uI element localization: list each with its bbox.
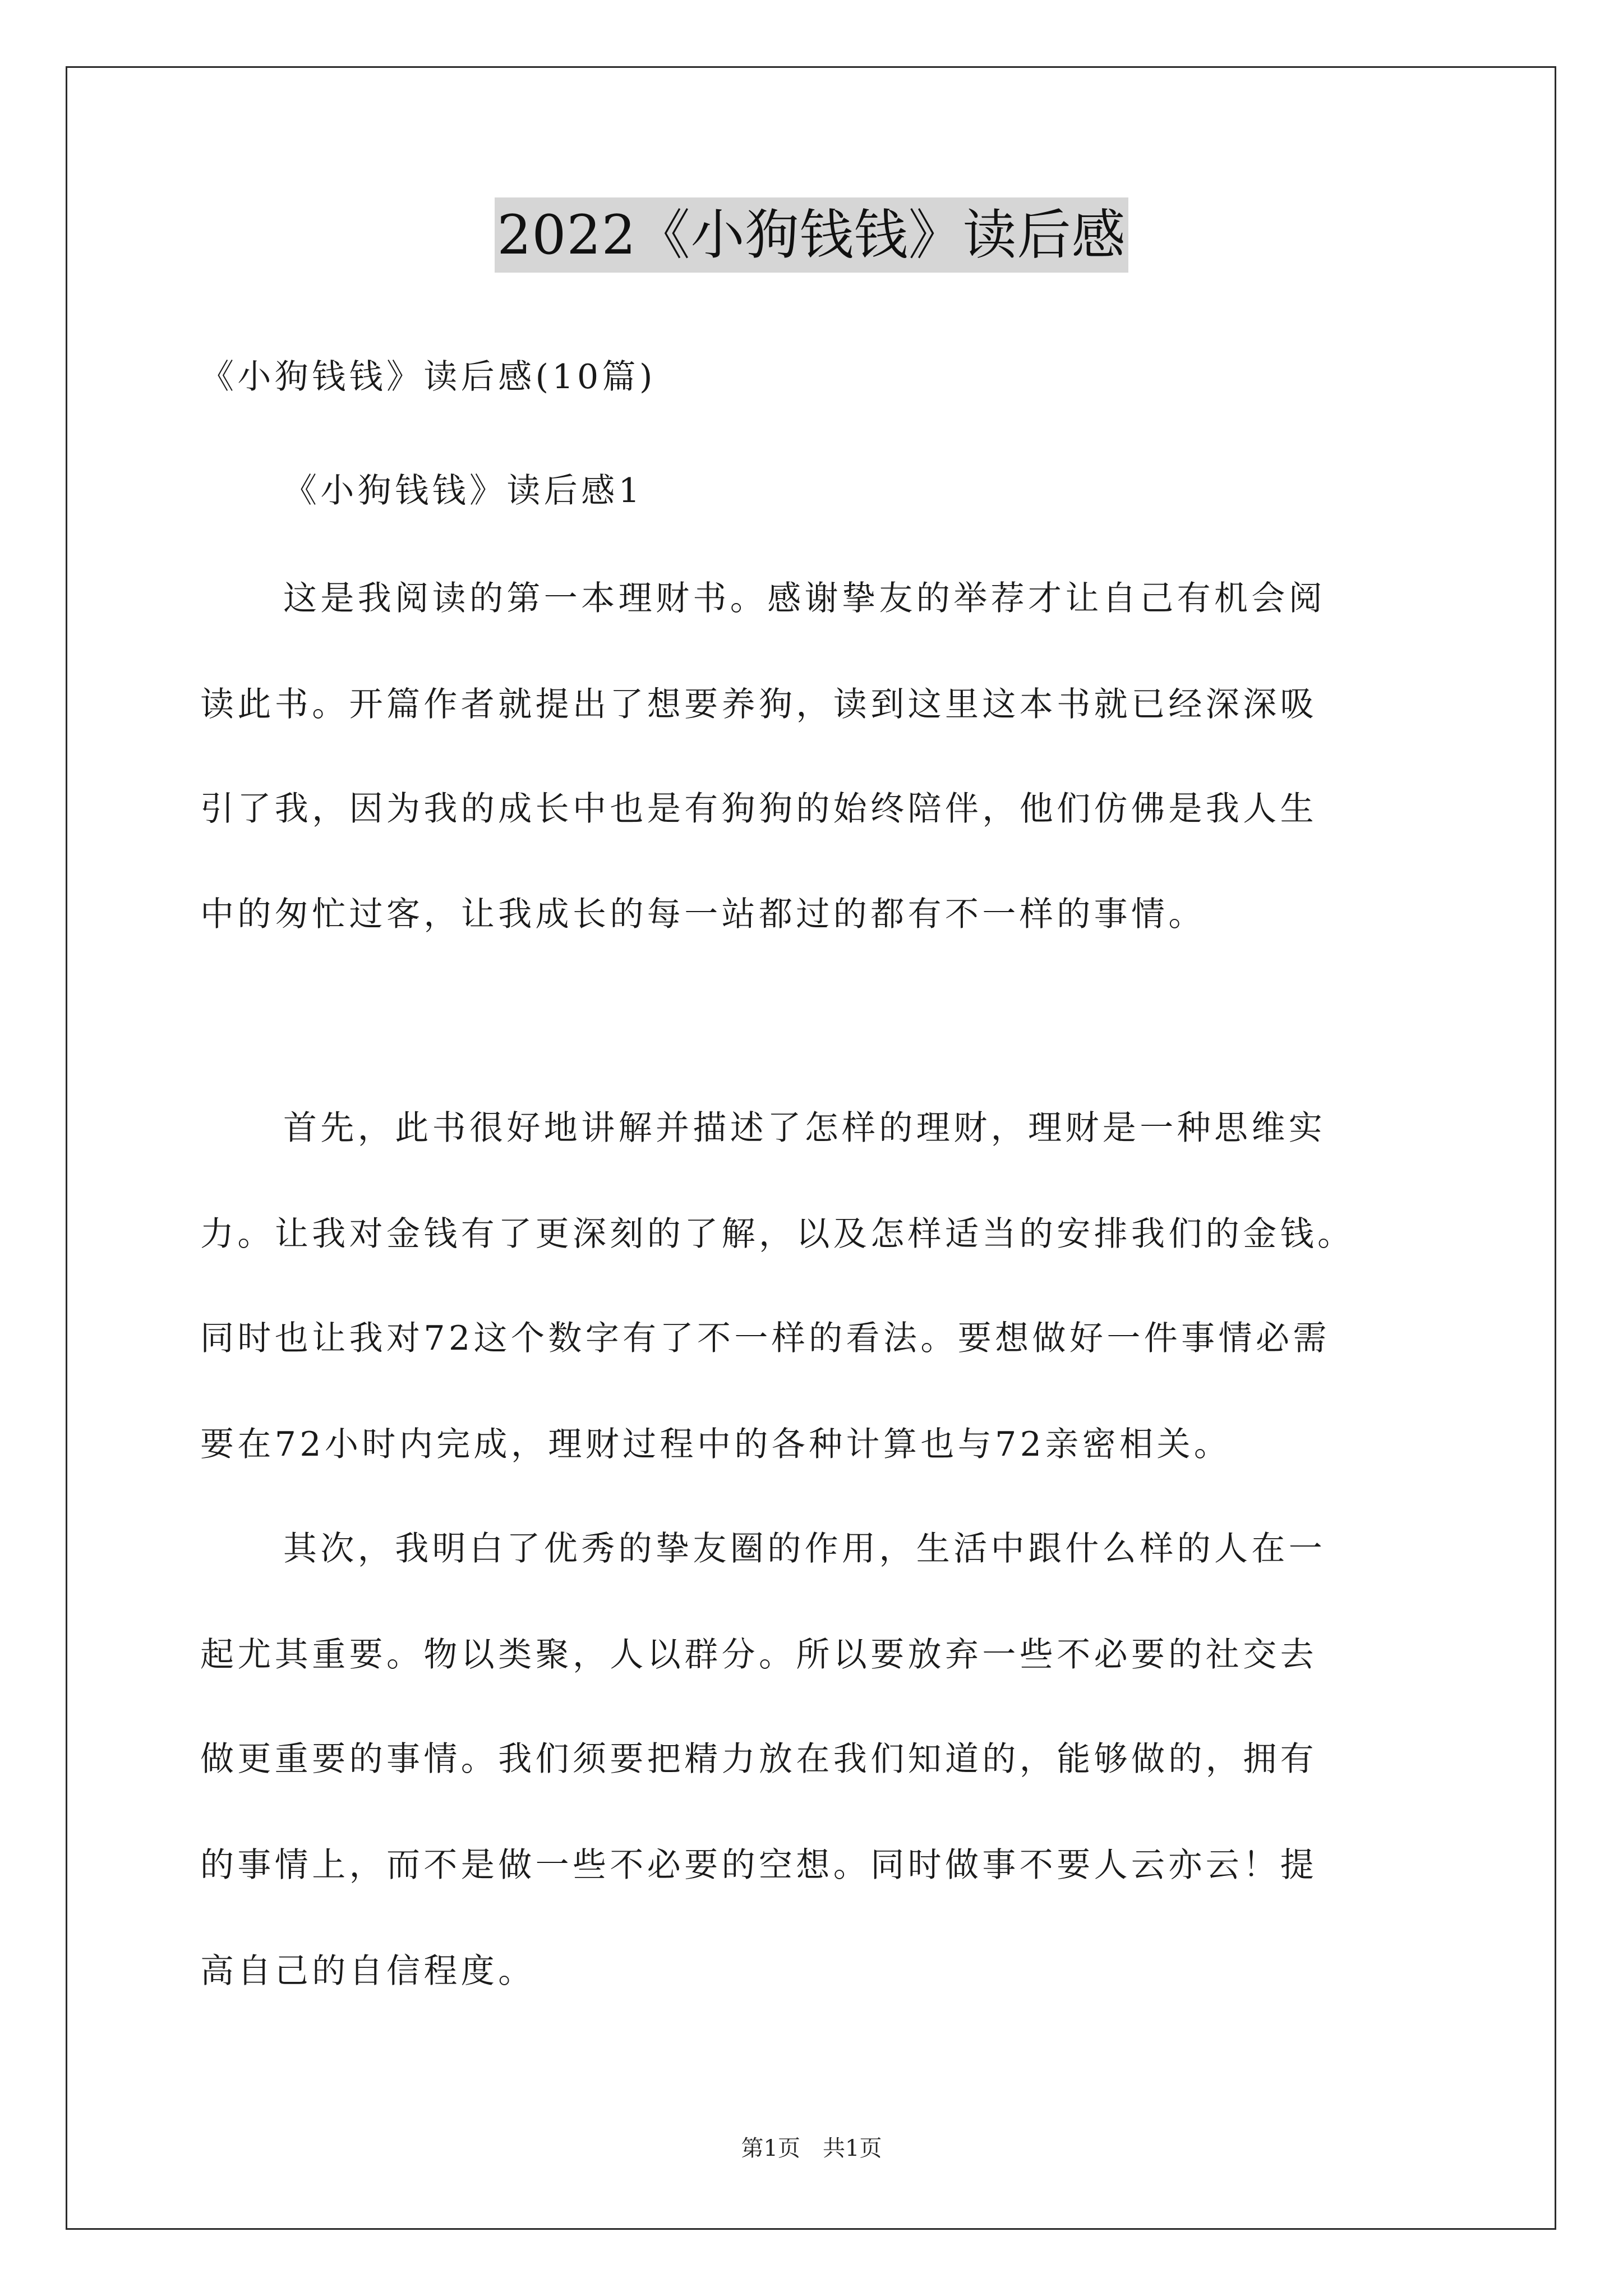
page-footer — [0, 2133, 1623, 2164]
paragraph-line: 起尤其重要。物以类聚，人以群分。所以要放弃一些不必要的社交去 — [200, 1635, 1317, 1674]
paragraph-line: 做更重要的事情。我们须要把精力放在我们知道的，能够做的，拥有 — [200, 1740, 1317, 1779]
paragraph-line: 力。让我对金钱有了更深刻的了解，以及怎样适当的安排我们的金钱。 — [200, 1214, 1355, 1254]
document-title: 2022《小狗钱钱》读后感 — [495, 197, 1128, 273]
paragraph-line: 引了我，因为我的成长中也是有狗狗的始终陪伴，他们仿佛是我人生 — [200, 789, 1317, 829]
paragraph-line: 中的匆忙过客，让我成长的每一站都过的都有不一样的事情。 — [200, 895, 1206, 934]
paragraph-line: 的事情上，而不是做一些不必要的空想。同时做事不要人云亦云！提 — [200, 1846, 1317, 1885]
page-number-total: 共1页 — [823, 2136, 882, 2161]
paragraph-line: 其次，我明白了优秀的挚友圈的作用，生活中跟什么样的人在一 — [283, 1529, 1326, 1568]
paragraph-line: 这是我阅读的第一本理财书。感谢挚友的举荐才让自己有机会阅 — [283, 579, 1326, 618]
paragraph-line: 读此书。开篇作者就提出了想要养狗，读到这里这本书就已经深深吸 — [200, 685, 1317, 724]
paragraph-line: 首先，此书很好地讲解并描述了怎样的理财，理财是一种思维实 — [283, 1108, 1326, 1148]
section-heading: 《小狗钱钱》读后感1 — [283, 471, 644, 510]
paragraph-line: 同时也让我对72这个数字有了不一样的看法。要想做好一件事情必需 — [200, 1319, 1330, 1358]
page-number-current: 第1页 — [741, 2136, 800, 2161]
paragraph-line: 要在72小时内完成，理财过程中的各种计算也与72亲密相关。 — [200, 1425, 1232, 1464]
paragraph-line: 高自己的自信程度。 — [200, 1952, 536, 1991]
document-subtitle: 《小狗钱钱》读后感(10篇) — [200, 357, 656, 397]
title-container — [0, 197, 1623, 273]
